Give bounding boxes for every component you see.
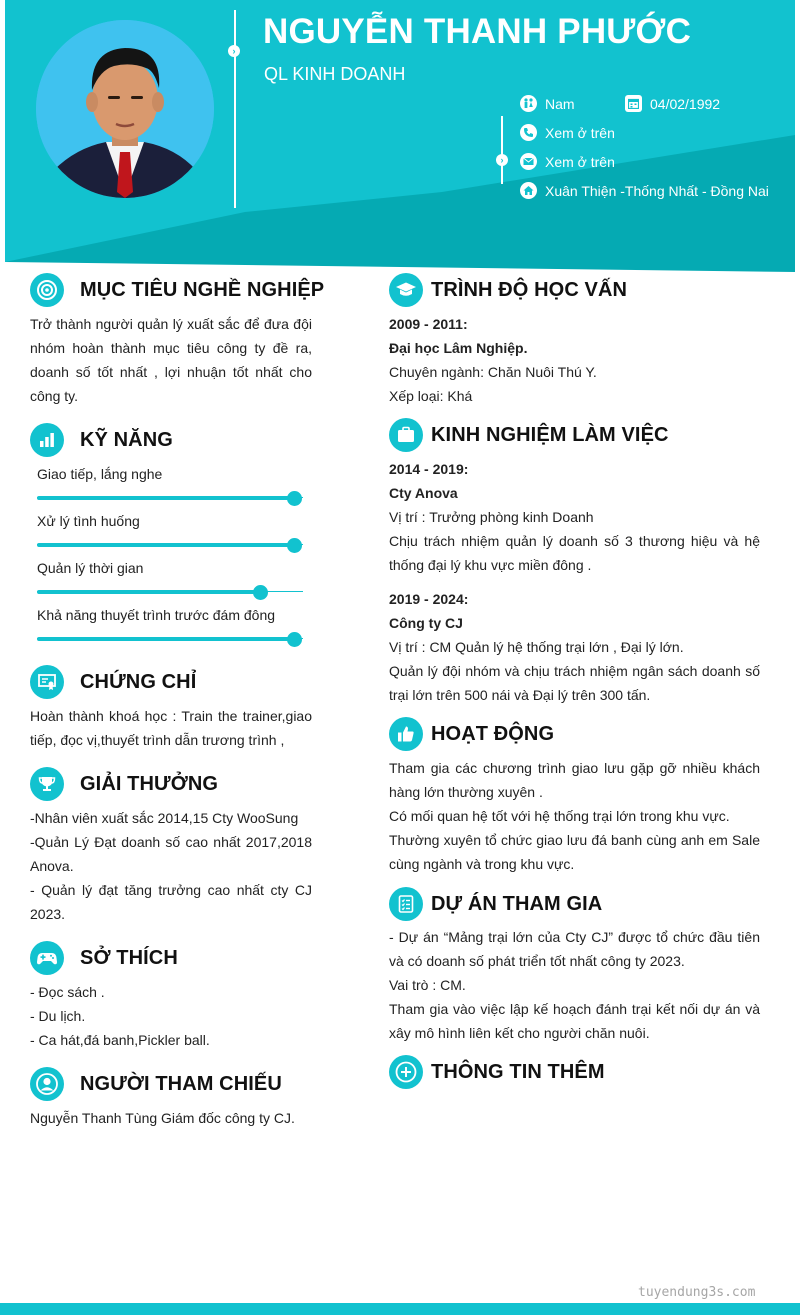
- job-company: Công ty CJ: [389, 615, 463, 631]
- section-references-header: [30, 1067, 282, 1101]
- info-chevron-icon: ›: [496, 154, 508, 166]
- hobbies-text: [30, 980, 312, 1052]
- education-major: Chuyên ngành: Chăn Nuôi Thú Y.: [389, 364, 597, 380]
- award-line: - Quản lý đạt tăng trưởng cao nhất cty CJ 2023.: [30, 882, 312, 922]
- skill-label: Giao tiếp, lắng nghe: [37, 466, 163, 482]
- section-certificates-header: [30, 665, 196, 699]
- job-description: Quản lý đội nhóm và chịu trách nhiệm ngân sách doanh số trại lớn trên 500 nái và Đại lý trên 300 tấn.: [389, 663, 760, 703]
- phone-info: [520, 124, 615, 141]
- skill-level-bar: [37, 585, 303, 599]
- section-activities-title: HOẠT ĐỘNG: [431, 722, 555, 745]
- hobby-line: - Đọc sách .: [30, 984, 105, 1000]
- target-icon: [30, 273, 64, 307]
- skill-item: [37, 560, 303, 599]
- avatar: [36, 20, 214, 198]
- watermark: tuyendung3s.com: [638, 1285, 756, 1300]
- experience-job-1: [389, 457, 760, 577]
- section-objective-header: [30, 273, 324, 307]
- job-position: Vị trí : CM Quản lý hệ thống trại lớn , Đại lý lớn.: [389, 639, 684, 655]
- email-info: [520, 153, 615, 170]
- gender-info: [520, 95, 575, 112]
- skill-level-bar: [37, 632, 303, 646]
- skill-item: [37, 466, 303, 505]
- portrait-image: [36, 20, 214, 198]
- address-value: Xuân Thiện -Thống Nhất - Đồng Nai: [545, 182, 769, 199]
- candidate-name: NGUYỄN THANH PHƯỚC: [263, 12, 692, 51]
- skill-label: Xử lý tình huống: [37, 513, 140, 529]
- section-skills-header: [30, 423, 173, 457]
- calendar-icon: [625, 95, 642, 112]
- project-line: - Dự án “Mảng trại lớn của Cty CJ” được tổ chức đầu tiên và có doanh số phát triển tốt nhất công ty 2023.: [389, 929, 760, 969]
- section-skills-title: KỸ NĂNG: [80, 428, 173, 451]
- footer-bar: [0, 1303, 800, 1315]
- education-period: 2009 - 2011:: [389, 316, 468, 332]
- section-hobbies-header: [30, 941, 178, 975]
- header-divider: [234, 10, 236, 208]
- bar-chart-icon: [30, 423, 64, 457]
- info-divider: [501, 116, 503, 184]
- divider-chevron-icon: ›: [228, 45, 240, 57]
- job-period: 2019 - 2024:: [389, 591, 469, 607]
- certificate-icon: [30, 665, 64, 699]
- skill-level-bar: [37, 538, 303, 552]
- email-icon: [520, 153, 537, 170]
- home-icon: [520, 182, 537, 199]
- section-references-title: NGƯỜI THAM CHIẾU: [80, 1072, 282, 1095]
- job-company: Cty Anova: [389, 485, 458, 501]
- job-description: Chịu trách nhiệm quản lý doanh số 3 thương hiệu và hệ thống đại lý khu vực miền đông .: [389, 533, 760, 573]
- plus-circle-icon: [389, 1055, 423, 1089]
- section-experience-header: [389, 418, 669, 452]
- activity-line: Thường xuyên tổ chức giao lưu đá banh cùng anh em Sale cùng ngành và trong khu vực.: [389, 832, 760, 872]
- birthday-info: [625, 95, 720, 112]
- trophy-icon: [30, 767, 64, 801]
- education-details: [389, 312, 760, 408]
- section-awards-title: GIẢI THƯỞNG: [80, 772, 219, 795]
- birthday-value: 04/02/1992: [650, 95, 721, 112]
- section-projects-header: [389, 887, 602, 921]
- section-education-title: TRÌNH ĐỘ HỌC VẤN: [431, 278, 628, 301]
- activities-text: [389, 756, 760, 876]
- skill-fill: [37, 543, 295, 547]
- projects-text: [389, 925, 760, 1045]
- section-experience-title: KINH NGHIỆM LÀM VIỆC: [431, 423, 669, 446]
- gender-icon: [520, 95, 537, 112]
- project-line: Tham gia vào việc lập kế hoạch đánh trại kết nối dự án và xây mô hình liên kết cho người chăn nuôi.: [389, 1001, 760, 1041]
- checklist-icon: [389, 887, 423, 921]
- skill-level-bar: [37, 491, 303, 505]
- graduation-cap-icon: [389, 273, 423, 307]
- certificates-text: Hoàn thành khoá học : Train the trainer,giao tiếp, đọc vị,thuyết trình dẫn trương trình ,: [30, 708, 312, 748]
- phone-icon: [520, 124, 537, 141]
- skill-knob: [287, 632, 302, 647]
- section-more-info-title: THÔNG TIN THÊM: [431, 1060, 605, 1083]
- section-certificates-title: CHỨNG CHỈ: [80, 670, 197, 693]
- objective-text: Trở thành người quản lý xuất sắc để đưa đội nhóm hoàn thành mục tiêu công ty đề ra, doanh số tốt nhất , lợi nhuận tốt nhất cho công ty.: [30, 316, 312, 404]
- skill-fill: [37, 637, 295, 641]
- skill-knob: [287, 491, 302, 506]
- skill-knob: [287, 538, 302, 553]
- hobby-line: - Du lịch.: [30, 1008, 86, 1024]
- skill-label: Khả năng thuyết trình trước đám đông: [37, 607, 276, 623]
- email-value: Xem ở trên: [545, 153, 615, 170]
- phone-value: Xem ở trên: [545, 124, 615, 141]
- skill-label: Quản lý thời gian: [37, 560, 144, 576]
- skill-fill: [37, 496, 295, 500]
- project-line: Vai trò : CM.: [389, 977, 466, 993]
- activity-line: Có mối quan hệ tốt với hệ thống trại lớn trong khu vực.: [389, 808, 730, 824]
- education-school: Đại học Lâm Nghiệp.: [389, 340, 528, 356]
- section-objective-title: MỤC TIÊU NGHỀ NGHIỆP: [80, 278, 325, 301]
- thumbs-up-icon: [389, 717, 423, 751]
- gender-value: Nam: [545, 95, 575, 112]
- candidate-role: QL KINH DOANH: [264, 64, 406, 84]
- section-awards-header: [30, 767, 218, 801]
- award-line: -Nhân viên xuất sắc 2014,15 Cty WooSung: [30, 810, 299, 826]
- job-period: 2014 - 2019:: [389, 461, 469, 477]
- address-info: [520, 182, 769, 199]
- cv-header: [0, 0, 800, 280]
- section-education-header: [389, 273, 627, 307]
- section-more-info-header: [389, 1055, 605, 1089]
- section-activities-header: [389, 717, 554, 751]
- skill-fill: [37, 590, 261, 594]
- gamepad-icon: [30, 941, 64, 975]
- activity-line: Tham gia các chương trình giao lưu gặp gỡ nhiều khách hàng lớn thường xuyên .: [389, 760, 760, 800]
- education-grade: Xếp loại: Khá: [389, 388, 473, 404]
- section-hobbies-title: SỞ THÍCH: [80, 946, 178, 969]
- hobby-line: - Ca hát,đá banh,Pickler ball.: [30, 1032, 210, 1048]
- award-line: -Quản Lý Đạt doanh số cao nhất 2017,2018 Anova.: [30, 834, 312, 874]
- awards-text: [30, 806, 312, 926]
- job-position: Vị trí : Trưởng phòng kinh Doanh: [389, 509, 594, 525]
- experience-job-2: [389, 587, 760, 707]
- references-text: Nguyễn Thanh Tùng Giám đốc công ty CJ.: [30, 1110, 295, 1126]
- skill-item: [37, 607, 303, 646]
- skill-item: [37, 513, 303, 552]
- briefcase-icon: [389, 418, 423, 452]
- skill-knob: [253, 585, 268, 600]
- section-projects-title: DỰ ÁN THAM GIA: [431, 892, 603, 915]
- user-icon: [30, 1067, 64, 1101]
